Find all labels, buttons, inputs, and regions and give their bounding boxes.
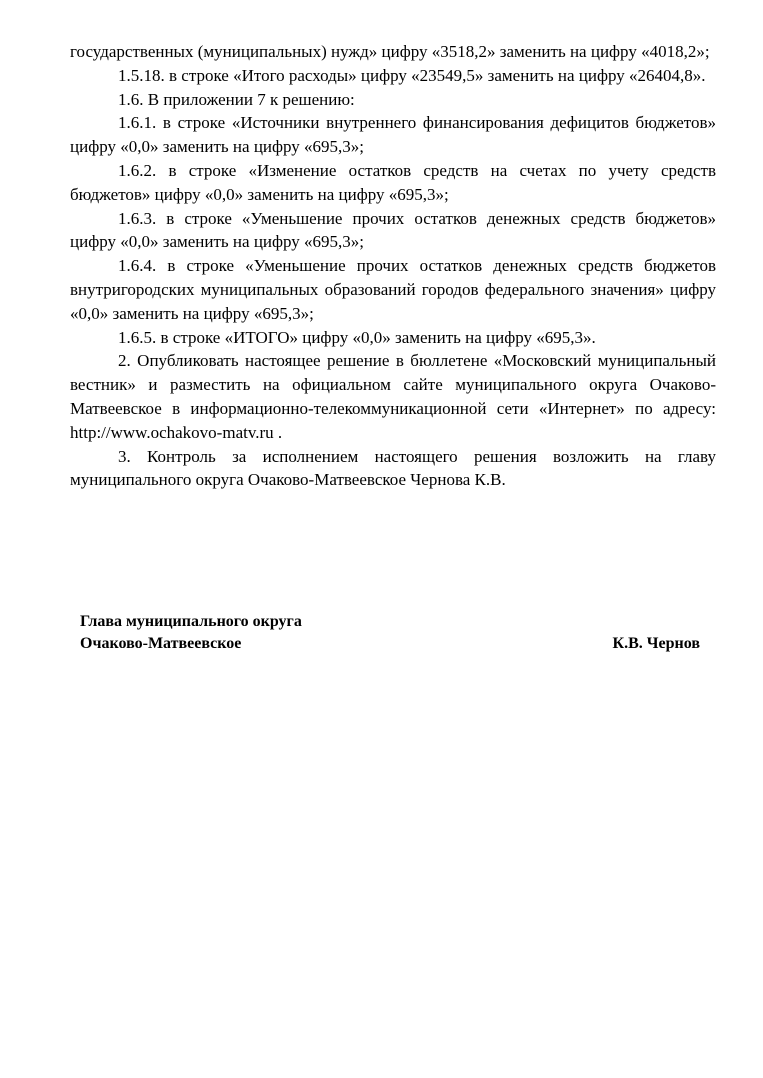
- signature-district: Очаково-Матвеевское: [80, 635, 242, 652]
- signature-name: К.В. Чернов: [612, 635, 700, 652]
- paragraph: 1.6.5. в строке «ИТОГО» цифру «0,0» заменить на цифру «695,3».: [118, 327, 596, 347]
- paragraph: 1.6.1. в строке «Источники внутреннего финансирования дефицитов бюджетов» цифру «0,0» заменить на цифру «695,3»;: [70, 113, 716, 157]
- paragraph: 1.6.2. в строке «Изменение остатков средств на счетах по учету средств бюджетов» цифру «0,0» заменить на цифру «695,3»;: [70, 160, 716, 204]
- paragraph: 1.5.18. в строке «Итого расходы» цифру «23549,5» заменить на цифру «26404,8».: [118, 65, 706, 85]
- signature-block: [80, 633, 700, 655]
- document-body: [70, 40, 716, 492]
- paragraph: 3. Контроль за исполнением настоящего решения возложить на главу муниципального округа Очаково-Матвеевское Чернова К.В.: [70, 446, 716, 490]
- paragraph: 1.6.3. в строке «Уменьшение прочих остатков денежных средств бюджетов» цифру «0,0» заменить на цифру «695,3»;: [70, 208, 716, 252]
- paragraph: 2. Опубликовать настоящее решение в бюллетене «Московский муниципальный вестник» и разместить на официальном сайте муниципального округа Очаково-Матвеевское в информационно-телекоммуникационной сети «Интернет» по адресу: http://www.ochakovo-matv.ru .: [70, 351, 716, 442]
- paragraph: 1.6. В приложении 7 к решению:: [118, 89, 355, 109]
- signature-title: Глава муниципального округа: [80, 613, 302, 630]
- paragraph: 1.6.4. в строке «Уменьшение прочих остатков денежных средств бюджетов внутригородских муниципальных образований городов федерального значения» цифру «0,0» заменить на цифру «695,3»;: [70, 256, 716, 323]
- paragraph: государственных (муниципальных) нужд» цифру «3518,2» заменить на цифру «4018,2»;: [70, 42, 710, 61]
